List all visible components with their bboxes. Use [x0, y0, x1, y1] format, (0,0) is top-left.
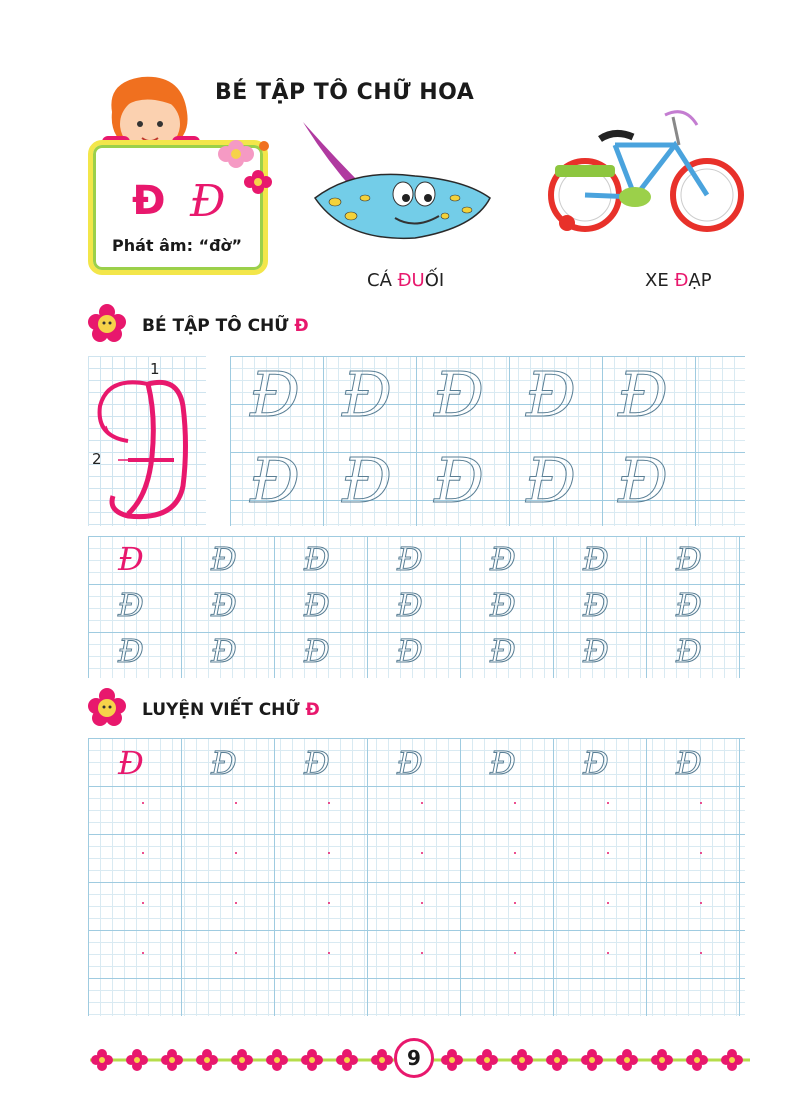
trace-letter: Đ: [342, 358, 393, 431]
trace-letter: Đ: [618, 444, 669, 517]
trace-letters-large: [230, 356, 745, 526]
trace-letter: Đ: [583, 540, 609, 578]
trace-letter: Đ: [676, 632, 702, 670]
card-letter-cursive: Đ: [190, 176, 226, 227]
caption-part: XE: [645, 270, 675, 291]
trace-letter: Đ: [397, 586, 423, 624]
start-dot: [607, 852, 609, 854]
caption-bicycle: [645, 270, 712, 291]
start-dot: [421, 802, 423, 804]
trace-letter: Đ: [304, 586, 330, 624]
trace-letter: Đ: [304, 632, 330, 670]
start-dot: [514, 952, 516, 954]
trace-letter: Đ: [434, 358, 485, 431]
section-title-trace: [142, 316, 309, 336]
start-dot: [328, 952, 330, 954]
trace-letter: Đ: [211, 586, 237, 624]
trace-letter: Đ: [304, 540, 330, 578]
sample-letter: Đ: [118, 744, 144, 782]
start-dot: [607, 952, 609, 954]
start-dot: [421, 952, 423, 954]
trace-letter: Đ: [583, 586, 609, 624]
trace-letter: Đ: [342, 444, 393, 517]
caption-highlight: ĐU: [397, 270, 425, 291]
trace-letter: Đ: [490, 744, 516, 782]
bicycle-icon: [545, 105, 745, 245]
section-title-highlight: Đ: [305, 700, 320, 720]
stroke-step-2: 2: [92, 450, 102, 468]
start-dot: [328, 802, 330, 804]
start-dot: [328, 902, 330, 904]
start-dot: [700, 902, 702, 904]
start-dot: [142, 952, 144, 954]
trace-letter: Đ: [490, 586, 516, 624]
start-dot: [142, 902, 144, 904]
caption-part: ẠP: [688, 270, 712, 291]
start-dot: [514, 902, 516, 904]
trace-letter: Đ: [397, 744, 423, 782]
start-dot: [607, 802, 609, 804]
trace-letter: Đ: [397, 632, 423, 670]
trace-letter: Đ: [118, 632, 144, 670]
flower-bouquet-icon: [214, 130, 274, 200]
trace-letter: Đ: [250, 358, 301, 431]
trace-letter: Đ: [397, 540, 423, 578]
start-dot: [142, 802, 144, 804]
start-dot: [328, 852, 330, 854]
caption-part: ỐI: [424, 270, 445, 291]
start-dot: [700, 952, 702, 954]
practice-letters: [88, 738, 745, 1016]
start-dot: [514, 802, 516, 804]
trace-letter: Đ: [304, 744, 330, 782]
start-dot: [235, 902, 237, 904]
trace-letter: Đ: [676, 744, 702, 782]
start-dot: [235, 952, 237, 954]
start-dot: [421, 852, 423, 854]
section-title-text: LUYỆN VIẾT CHỮ: [142, 700, 306, 720]
caption-stingray: [367, 270, 444, 291]
trace-letter: Đ: [250, 444, 301, 517]
page-title: BÉ TẬP TÔ CHỮ HOA: [215, 80, 475, 105]
trace-letter: Đ: [526, 444, 577, 517]
pronunciation-label: Phát âm: “đờ”: [112, 236, 243, 255]
caption-part: CÁ: [367, 270, 398, 291]
start-dot: [700, 852, 702, 854]
start-dot: [700, 802, 702, 804]
trace-letter: Đ: [490, 632, 516, 670]
trace-letter: Đ: [118, 586, 144, 624]
trace-letter: Đ: [490, 540, 516, 578]
trace-letter: Đ: [618, 358, 669, 431]
caption-highlight: Đ: [674, 270, 689, 291]
stingray-icon: [295, 118, 495, 258]
trace-letter: Đ: [211, 744, 237, 782]
trace-letters-small: [88, 536, 745, 678]
flower-bullet-icon: [86, 686, 128, 728]
section-title-text: BÉ TẬP TÔ CHỮ: [142, 316, 295, 336]
trace-letter: Đ: [676, 540, 702, 578]
section-title-practice: [142, 700, 320, 720]
trace-letter: Đ: [434, 444, 485, 517]
start-dot: [607, 902, 609, 904]
trace-letter: Đ: [526, 358, 577, 431]
section-title-highlight: Đ: [294, 316, 309, 336]
card-letter-print: Đ: [132, 178, 166, 224]
trace-letter: Đ: [676, 586, 702, 624]
flower-bullet-icon: [86, 302, 128, 344]
trace-letter: Đ: [583, 632, 609, 670]
page-number: 9: [394, 1038, 434, 1078]
stroke-step-1: 1: [150, 360, 160, 378]
start-dot: [235, 802, 237, 804]
trace-letter: Đ: [211, 632, 237, 670]
start-dot: [235, 852, 237, 854]
start-dot: [421, 902, 423, 904]
sample-letter: Đ: [118, 540, 144, 578]
trace-letter: Đ: [211, 540, 237, 578]
stroke-guide-letter: [88, 356, 208, 528]
trace-letter: Đ: [583, 744, 609, 782]
start-dot: [142, 852, 144, 854]
start-dot: [514, 852, 516, 854]
